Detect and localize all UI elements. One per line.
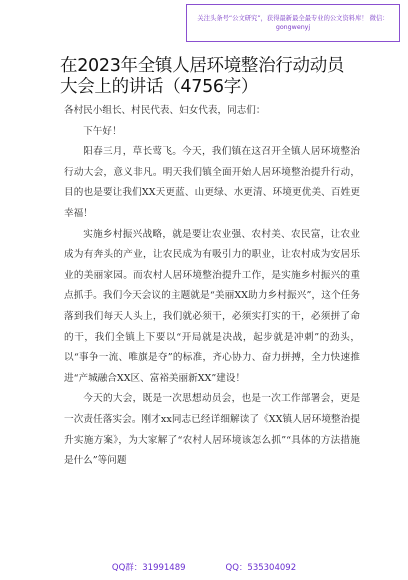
greeting-paragraph: 下午好！ [83,125,122,137]
footer-qq-number: QQ：535304092 [225,563,297,573]
footer-qq-group: QQ群：31991489 [111,563,186,573]
salutation-paragraph: 各村民小组长、村民代表、妇女代表，同志们： [64,105,266,116]
body-paragraph: 今天的大会，既是一次思想动员会，也是一次工作部署会，更是一次责任落实会。刚才xx同志已经详细解读了《XX镇人居环境整治提升实施方案》，为大家解了“农村人居环境该怎么抓”“具体的方法措施是什么”等问题 [64,393,360,467]
document-body [64,101,360,472]
promo-banner [186,4,400,42]
page-footer [0,561,408,573]
body-paragraph: 实施乡村振兴战略，就是要让农业强、农村美、农民富，让农业成为有奔头的产业，让农民成为有吸引力的职业，让农村成为安居乐业的美丽家园。而农村人居环境整治提升工作，是实施乡村振兴的重点抓手。我们今天会议的主题就是“美丽XX助力乡村振兴”，这个任务落到我们每天人头上，我们就必须干，必须实打实的干，必须拼了命的干，我们全镇上下要以“开局就是决战，起步就是冲刺”的劲头，以“事争一流、唯旗是夺”的标准，齐心协力、奋力拼搏，全力快速推进“产城融合XX区、富裕美丽新XX”建设！ [64,228,360,384]
body-paragraph: 阳春三月，草长莺飞。今天，我们镇在这召开全镇人居环境整治行动大会，意义非凡。明天我们镇全面开始人居环境整治提升行动，目的也是要让我们XX天更蓝、山更绿、水更清、环境更优美、百姓更幸福！ [64,146,360,219]
promo-banner-text: 关注头条号“公文研究”，获得最新最全最专业的公文资料库！ 微信：gongwenyj [197,15,389,31]
document-title: 在2023年全镇人居环境整治行动动员大会上的讲话（4756字） [60,56,345,97]
